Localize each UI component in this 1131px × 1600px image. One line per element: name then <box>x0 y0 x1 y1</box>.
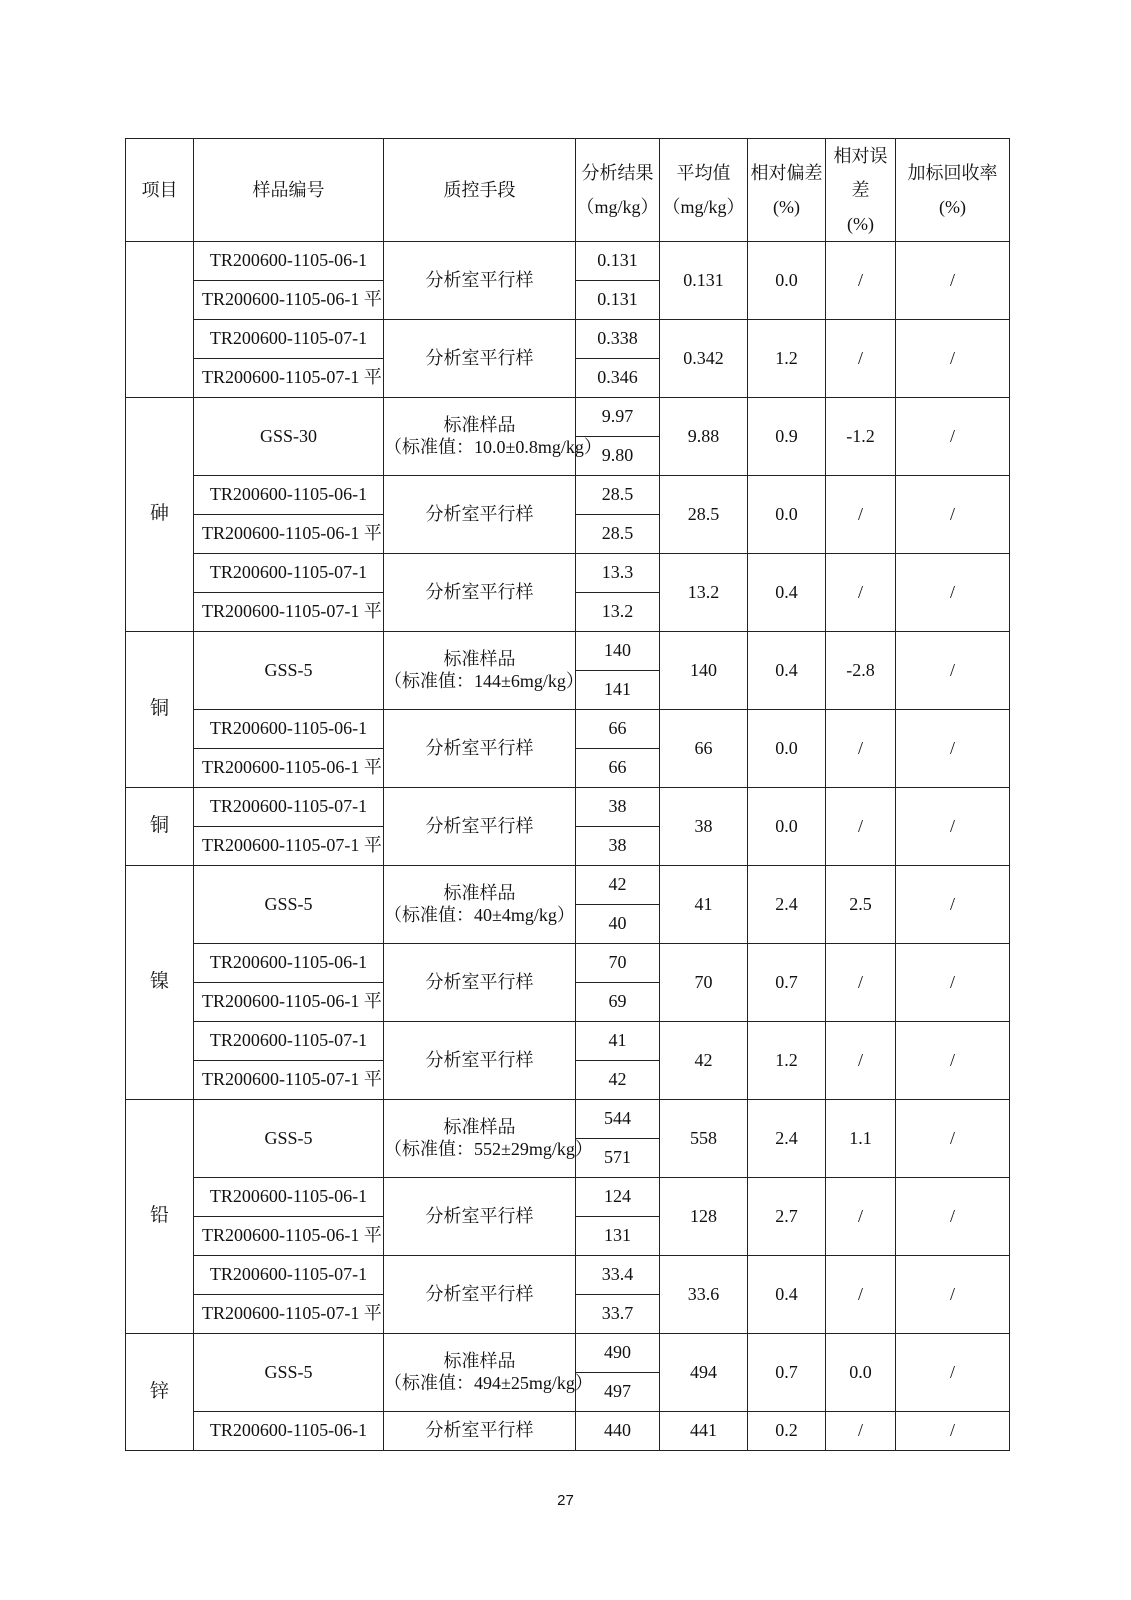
recovery-cell: / <box>896 710 1010 788</box>
recovery-cell: / <box>896 1178 1010 1256</box>
qc-method-label: 分析室平行样 <box>425 1420 534 1441</box>
qc-method-label: 分析室平行样 <box>425 1205 534 1226</box>
table-row <box>126 1412 1010 1451</box>
qc-method-label: 分析室平行样 <box>425 1283 534 1304</box>
rel-dev-cell: 0.9 <box>748 398 826 476</box>
sample-id-cell: TR200600-1105-07-1 <box>194 1256 384 1295</box>
table-row <box>126 398 1010 437</box>
standard-value-label: （标准值：552±29mg/kg） <box>384 1138 593 1159</box>
sample-id-cell: TR200600-1105-07-1 平 <box>194 1295 384 1334</box>
mean-cell: 441 <box>660 1412 748 1451</box>
result-cell: 0.131 <box>576 242 660 281</box>
mean-cell: 494 <box>660 1334 748 1412</box>
rel-err-cell: / <box>826 710 896 788</box>
sample-id-cell: TR200600-1105-07-1 平 <box>194 593 384 632</box>
sample-id-cell: TR200600-1105-07-1 平 <box>194 1061 384 1100</box>
table-row <box>126 242 1010 281</box>
recovery-cell: / <box>896 242 1010 320</box>
result-cell: 42 <box>576 866 660 905</box>
qc-method-label: 标准样品 <box>443 1116 516 1137</box>
result-cell: 497 <box>576 1373 660 1412</box>
qc-method-cell <box>384 476 576 554</box>
qc-method-cell <box>384 1412 576 1451</box>
rel-err-cell: -2.8 <box>826 632 896 710</box>
item-cell: 锌 <box>126 1334 194 1451</box>
item-cell <box>126 242 194 398</box>
mean-cell: 140 <box>660 632 748 710</box>
item-cell: 铜 <box>126 632 194 788</box>
qc-method-label: 标准样品 <box>443 882 516 903</box>
recovery-cell: / <box>896 1334 1010 1412</box>
table-row <box>126 710 1010 749</box>
qc-method-cell <box>384 242 576 320</box>
rel-err-cell: / <box>826 476 896 554</box>
recovery-cell: / <box>896 632 1010 710</box>
item-cell: 铅 <box>126 1100 194 1334</box>
result-cell: 40 <box>576 905 660 944</box>
qc-method-label: 分析室平行样 <box>425 269 534 290</box>
result-cell: 13.2 <box>576 593 660 632</box>
sample-id-cell: TR200600-1105-06-1 <box>194 476 384 515</box>
header-rel-dev: 相对偏差 (%) <box>748 139 826 242</box>
recovery-cell: / <box>896 1412 1010 1451</box>
sample-id-cell: TR200600-1105-06-1 <box>194 1178 384 1217</box>
qc-method-cell <box>384 1178 576 1256</box>
sample-id-cell: GSS-30 <box>194 398 384 476</box>
rel-err-cell: / <box>826 1256 896 1334</box>
rel-dev-cell: 2.4 <box>748 1100 826 1178</box>
mean-cell: 38 <box>660 788 748 866</box>
header-rel-err: 相对误差 (%) <box>826 139 896 242</box>
sample-id-cell: TR200600-1105-07-1 <box>194 1022 384 1061</box>
recovery-cell: / <box>896 788 1010 866</box>
sample-id-cell: TR200600-1105-06-1 <box>194 242 384 281</box>
rel-dev-cell: 0.0 <box>748 242 826 320</box>
qc-method-cell <box>384 320 576 398</box>
sample-id-cell: TR200600-1105-07-1 <box>194 788 384 827</box>
result-cell: 33.7 <box>576 1295 660 1334</box>
rel-err-cell: / <box>826 1412 896 1451</box>
standard-value-label: （标准值：144±6mg/kg） <box>384 670 584 691</box>
item-cell: 铜 <box>126 788 194 866</box>
qc-method-label: 标准样品 <box>443 648 516 669</box>
recovery-cell: / <box>896 554 1010 632</box>
table-row <box>126 1022 1010 1061</box>
qc-method-label: 分析室平行样 <box>425 1049 534 1070</box>
rel-dev-cell: 0.4 <box>748 632 826 710</box>
qc-method-cell <box>384 710 576 788</box>
rel-err-cell: 1.1 <box>826 1100 896 1178</box>
sample-id-cell: TR200600-1105-07-1 平 <box>194 359 384 398</box>
recovery-cell: / <box>896 944 1010 1022</box>
rel-dev-cell: 0.0 <box>748 788 826 866</box>
table-row <box>126 632 1010 671</box>
rel-dev-cell: 0.0 <box>748 476 826 554</box>
item-cell: 镍 <box>126 866 194 1100</box>
result-cell: 544 <box>576 1100 660 1139</box>
qc-method-cell <box>384 1100 593 1178</box>
header-item: 项目 <box>126 139 194 242</box>
sample-id-cell: TR200600-1105-07-1 <box>194 554 384 593</box>
rel-dev-cell: 0.7 <box>748 1334 826 1412</box>
rel-err-cell: / <box>826 1178 896 1256</box>
result-cell: 38 <box>576 827 660 866</box>
result-cell: 131 <box>576 1217 660 1256</box>
standard-value-label: （标准值：494±25mg/kg） <box>384 1372 593 1393</box>
table-body <box>126 242 1010 1451</box>
mean-cell: 41 <box>660 866 748 944</box>
sample-id-cell: GSS-5 <box>194 1334 384 1412</box>
sample-id-cell: TR200600-1105-06-1 平 <box>194 515 384 554</box>
table-row <box>126 476 1010 515</box>
sample-id-cell: GSS-5 <box>194 866 384 944</box>
rel-dev-cell: 0.4 <box>748 1256 826 1334</box>
sample-id-cell: TR200600-1105-06-1 <box>194 944 384 983</box>
qc-method-cell <box>384 554 576 632</box>
sample-id-cell: TR200600-1105-06-1 平 <box>194 749 384 788</box>
sample-id-cell: TR200600-1105-06-1 平 <box>194 1217 384 1256</box>
sample-id-cell: TR200600-1105-07-1 <box>194 320 384 359</box>
sample-id-cell: TR200600-1105-07-1 平 <box>194 827 384 866</box>
qc-method-cell <box>384 1022 576 1100</box>
sample-id-cell: TR200600-1105-06-1 <box>194 1412 384 1451</box>
rel-err-cell: / <box>826 554 896 632</box>
rel-err-cell: / <box>826 242 896 320</box>
qc-method-label: 标准样品 <box>443 1350 516 1371</box>
table-row <box>126 944 1010 983</box>
result-cell: 28.5 <box>576 515 660 554</box>
recovery-cell: / <box>896 1256 1010 1334</box>
standard-value-label: （标准值：10.0±0.8mg/kg） <box>384 436 602 457</box>
result-cell: 66 <box>576 710 660 749</box>
qc-method-cell <box>384 866 576 944</box>
rel-err-cell: / <box>826 1022 896 1100</box>
table-header <box>126 139 1010 242</box>
result-cell: 124 <box>576 1178 660 1217</box>
qc-method-cell <box>384 1256 576 1334</box>
mean-cell: 28.5 <box>660 476 748 554</box>
sample-id-cell: TR200600-1105-06-1 平 <box>194 281 384 320</box>
header-mean: 平均值 （mg/kg） <box>660 139 748 242</box>
sample-id-cell: GSS-5 <box>194 632 384 710</box>
rel-err-cell: -1.2 <box>826 398 896 476</box>
table-row <box>126 554 1010 593</box>
result-cell: 0.346 <box>576 359 660 398</box>
mean-cell: 42 <box>660 1022 748 1100</box>
rel-dev-cell: 0.0 <box>748 710 826 788</box>
result-cell: 141 <box>576 671 660 710</box>
header-qc-method: 质控手段 <box>384 139 576 242</box>
recovery-cell: / <box>896 1022 1010 1100</box>
result-cell: 140 <box>576 632 660 671</box>
qc-method-cell <box>384 1334 593 1412</box>
mean-cell: 13.2 <box>660 554 748 632</box>
qc-method-cell <box>384 398 602 476</box>
recovery-cell: / <box>896 476 1010 554</box>
header-recovery: 加标回收率 (%) <box>896 139 1010 242</box>
qc-method-label: 标准样品 <box>443 414 516 435</box>
sample-id-cell: TR200600-1105-06-1 <box>194 710 384 749</box>
result-cell: 9.80 <box>576 437 660 476</box>
mean-cell: 9.88 <box>660 398 748 476</box>
result-cell: 42 <box>576 1061 660 1100</box>
result-cell: 28.5 <box>576 476 660 515</box>
rel-dev-cell: 1.2 <box>748 1022 826 1100</box>
result-cell: 38 <box>576 788 660 827</box>
table-row <box>126 1334 1010 1373</box>
rel-err-cell: / <box>826 320 896 398</box>
qc-method-cell <box>384 944 576 1022</box>
mean-cell: 70 <box>660 944 748 1022</box>
qc-table <box>125 138 1010 1451</box>
sample-id-cell: GSS-5 <box>194 1100 384 1178</box>
qc-method-label: 分析室平行样 <box>425 737 534 758</box>
recovery-cell: / <box>896 866 1010 944</box>
mean-cell: 558 <box>660 1100 748 1178</box>
header-result: 分析结果 （mg/kg） <box>576 139 660 242</box>
standard-value-label: （标准值：40±4mg/kg） <box>384 904 575 925</box>
mean-cell: 0.342 <box>660 320 748 398</box>
page-number: 27 <box>557 1492 574 1509</box>
result-cell: 70 <box>576 944 660 983</box>
rel-dev-cell: 0.4 <box>748 554 826 632</box>
result-cell: 66 <box>576 749 660 788</box>
mean-cell: 0.131 <box>660 242 748 320</box>
qc-method-label: 分析室平行样 <box>425 347 534 368</box>
mean-cell: 66 <box>660 710 748 788</box>
qc-method-label: 分析室平行样 <box>425 503 534 524</box>
result-cell: 571 <box>576 1139 660 1178</box>
result-cell: 490 <box>576 1334 660 1373</box>
qc-method-cell <box>384 632 584 710</box>
rel-dev-cell: 2.7 <box>748 1178 826 1256</box>
mean-cell: 128 <box>660 1178 748 1256</box>
rel-err-cell: / <box>826 788 896 866</box>
result-cell: 0.131 <box>576 281 660 320</box>
rel-dev-cell: 1.2 <box>748 320 826 398</box>
qc-method-label: 分析室平行样 <box>425 581 534 602</box>
table-row <box>126 1178 1010 1217</box>
header-row <box>126 139 1010 242</box>
result-cell: 13.3 <box>576 554 660 593</box>
mean-cell: 33.6 <box>660 1256 748 1334</box>
table-row <box>126 866 1010 905</box>
recovery-cell: / <box>896 1100 1010 1178</box>
header-sample-id: 样品编号 <box>194 139 384 242</box>
recovery-cell: / <box>896 398 1010 476</box>
table-row <box>126 1256 1010 1295</box>
item-cell: 砷 <box>126 398 194 632</box>
qc-method-label: 分析室平行样 <box>425 815 534 836</box>
rel-err-cell: 2.5 <box>826 866 896 944</box>
sample-id-cell: TR200600-1105-06-1 平 <box>194 983 384 1022</box>
table-row <box>126 320 1010 359</box>
rel-dev-cell: 0.7 <box>748 944 826 1022</box>
result-cell: 0.338 <box>576 320 660 359</box>
result-cell: 69 <box>576 983 660 1022</box>
result-cell: 440 <box>576 1412 660 1451</box>
table-row <box>126 788 1010 827</box>
result-cell: 33.4 <box>576 1256 660 1295</box>
result-cell: 41 <box>576 1022 660 1061</box>
qc-method-cell <box>384 788 576 866</box>
table-row <box>126 1100 1010 1139</box>
result-cell: 9.97 <box>576 398 660 437</box>
recovery-cell: / <box>896 320 1010 398</box>
rel-err-cell: / <box>826 944 896 1022</box>
rel-dev-cell: 2.4 <box>748 866 826 944</box>
qc-method-label: 分析室平行样 <box>425 971 534 992</box>
rel-dev-cell: 0.2 <box>748 1412 826 1451</box>
rel-err-cell: 0.0 <box>826 1334 896 1412</box>
